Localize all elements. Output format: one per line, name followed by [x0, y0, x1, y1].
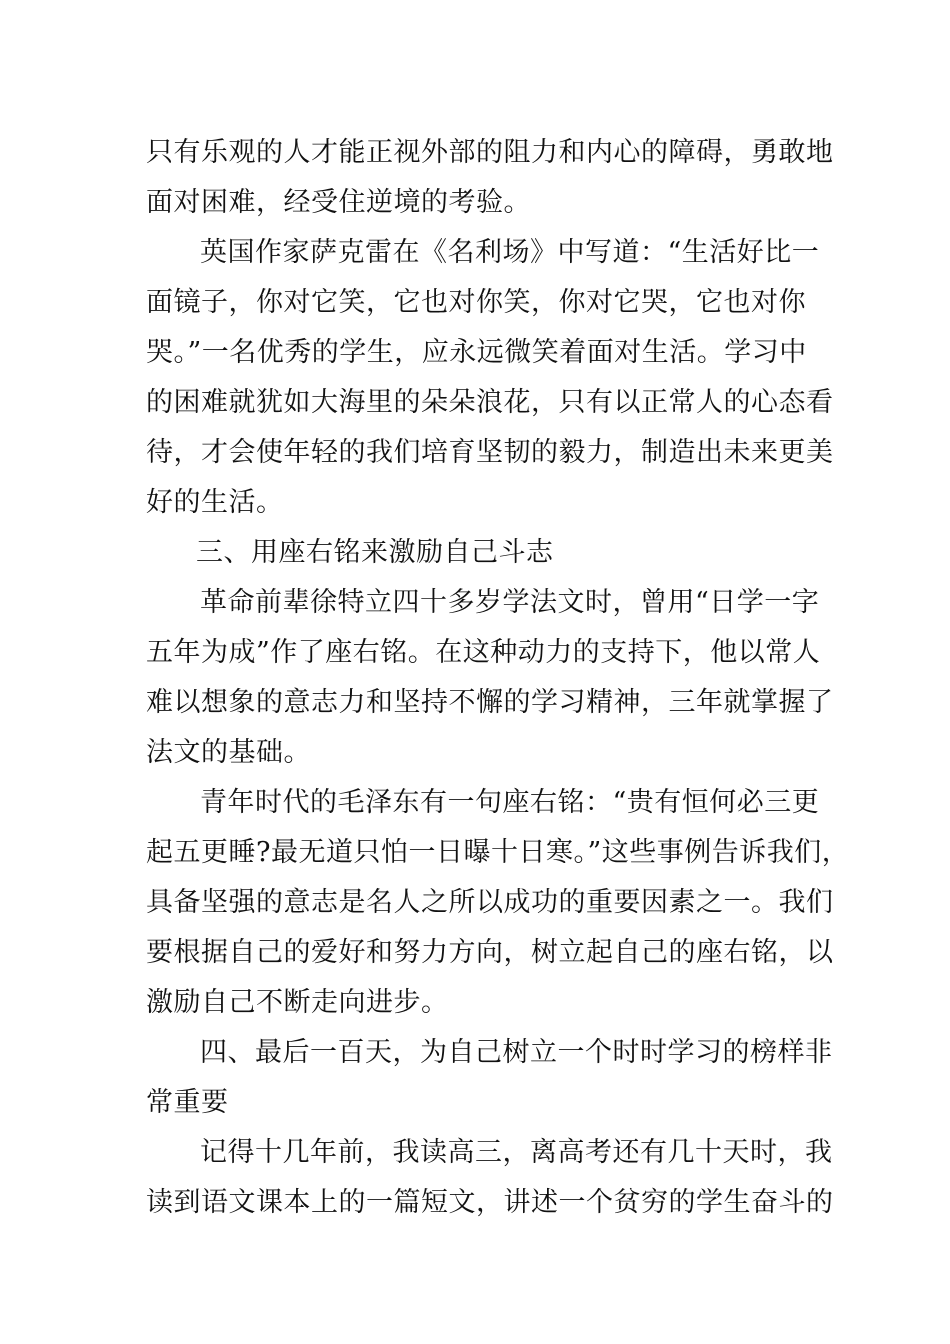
paragraph-line: 只有乐观的人才能正视外部的阻力和内心的障碍，勇敢地: [146, 137, 834, 168]
body-text: [146, 128, 850, 1228]
paragraph-line: 五年为成”作了座右铭。在这种动力的支持下，他以常人: [146, 637, 821, 668]
paragraph-line: 难以想象的意志力和坚持不懈的学习精神，三年就掌握了: [146, 687, 834, 718]
paragraph-line: 革命前辈徐特立四十多岁学法文时，曾用“日学一字: [200, 587, 820, 618]
section-heading: 常重要: [146, 1087, 229, 1118]
paragraph-line: 哭。”一名优秀的学生，应永远微笑着面对生活。学习中: [146, 337, 807, 368]
paragraph-line: 的困难就犹如大海里的朵朵浪花，只有以正常人的心态看: [146, 387, 834, 418]
paragraph-line: 具备坚强的意志是名人之所以成功的重要因素之一。我们: [146, 887, 834, 918]
paragraph-line: 读到语文课本上的一篇短文，讲述一个贫穷的学生奋斗的: [146, 1187, 834, 1218]
paragraph-line: 青年时代的毛泽东有一句座右铭：“贵有恒何必三更: [200, 787, 820, 818]
paragraph-line: 面对困难，经受住逆境的考验。: [146, 187, 531, 218]
paragraph-line: 待，才会使年轻的我们培育坚韧的毅力，制造出未来更美: [146, 437, 834, 468]
section-heading: 三、用座右铭来激励自己斗志: [196, 537, 554, 568]
paragraph-line: 激励自己不断走向进步。: [146, 987, 449, 1018]
paragraph-line: 要根据自己的爱好和努力方向，树立起自己的座右铭，以: [146, 937, 834, 968]
paragraph-line: 面镜子，你对它笑，它也对你笑，你对它哭，它也对你: [146, 287, 806, 318]
paragraph-line: 起五更睡?最无道只怕一日曝十日寒。”这些事例告诉我们，: [146, 837, 850, 868]
paragraph-line: 记得十几年前，我读高三，离高考还有几十天时，我: [200, 1137, 833, 1168]
section-heading: 四、最后一百天，为自己树立一个时时学习的榜样非: [200, 1037, 833, 1068]
paragraph-line: 英国作家萨克雷在《名利场》中写道：“生活好比一: [200, 237, 820, 268]
paragraph-line: 法文的基础。: [146, 737, 311, 768]
paragraph-line: 好的生活。: [146, 487, 284, 518]
